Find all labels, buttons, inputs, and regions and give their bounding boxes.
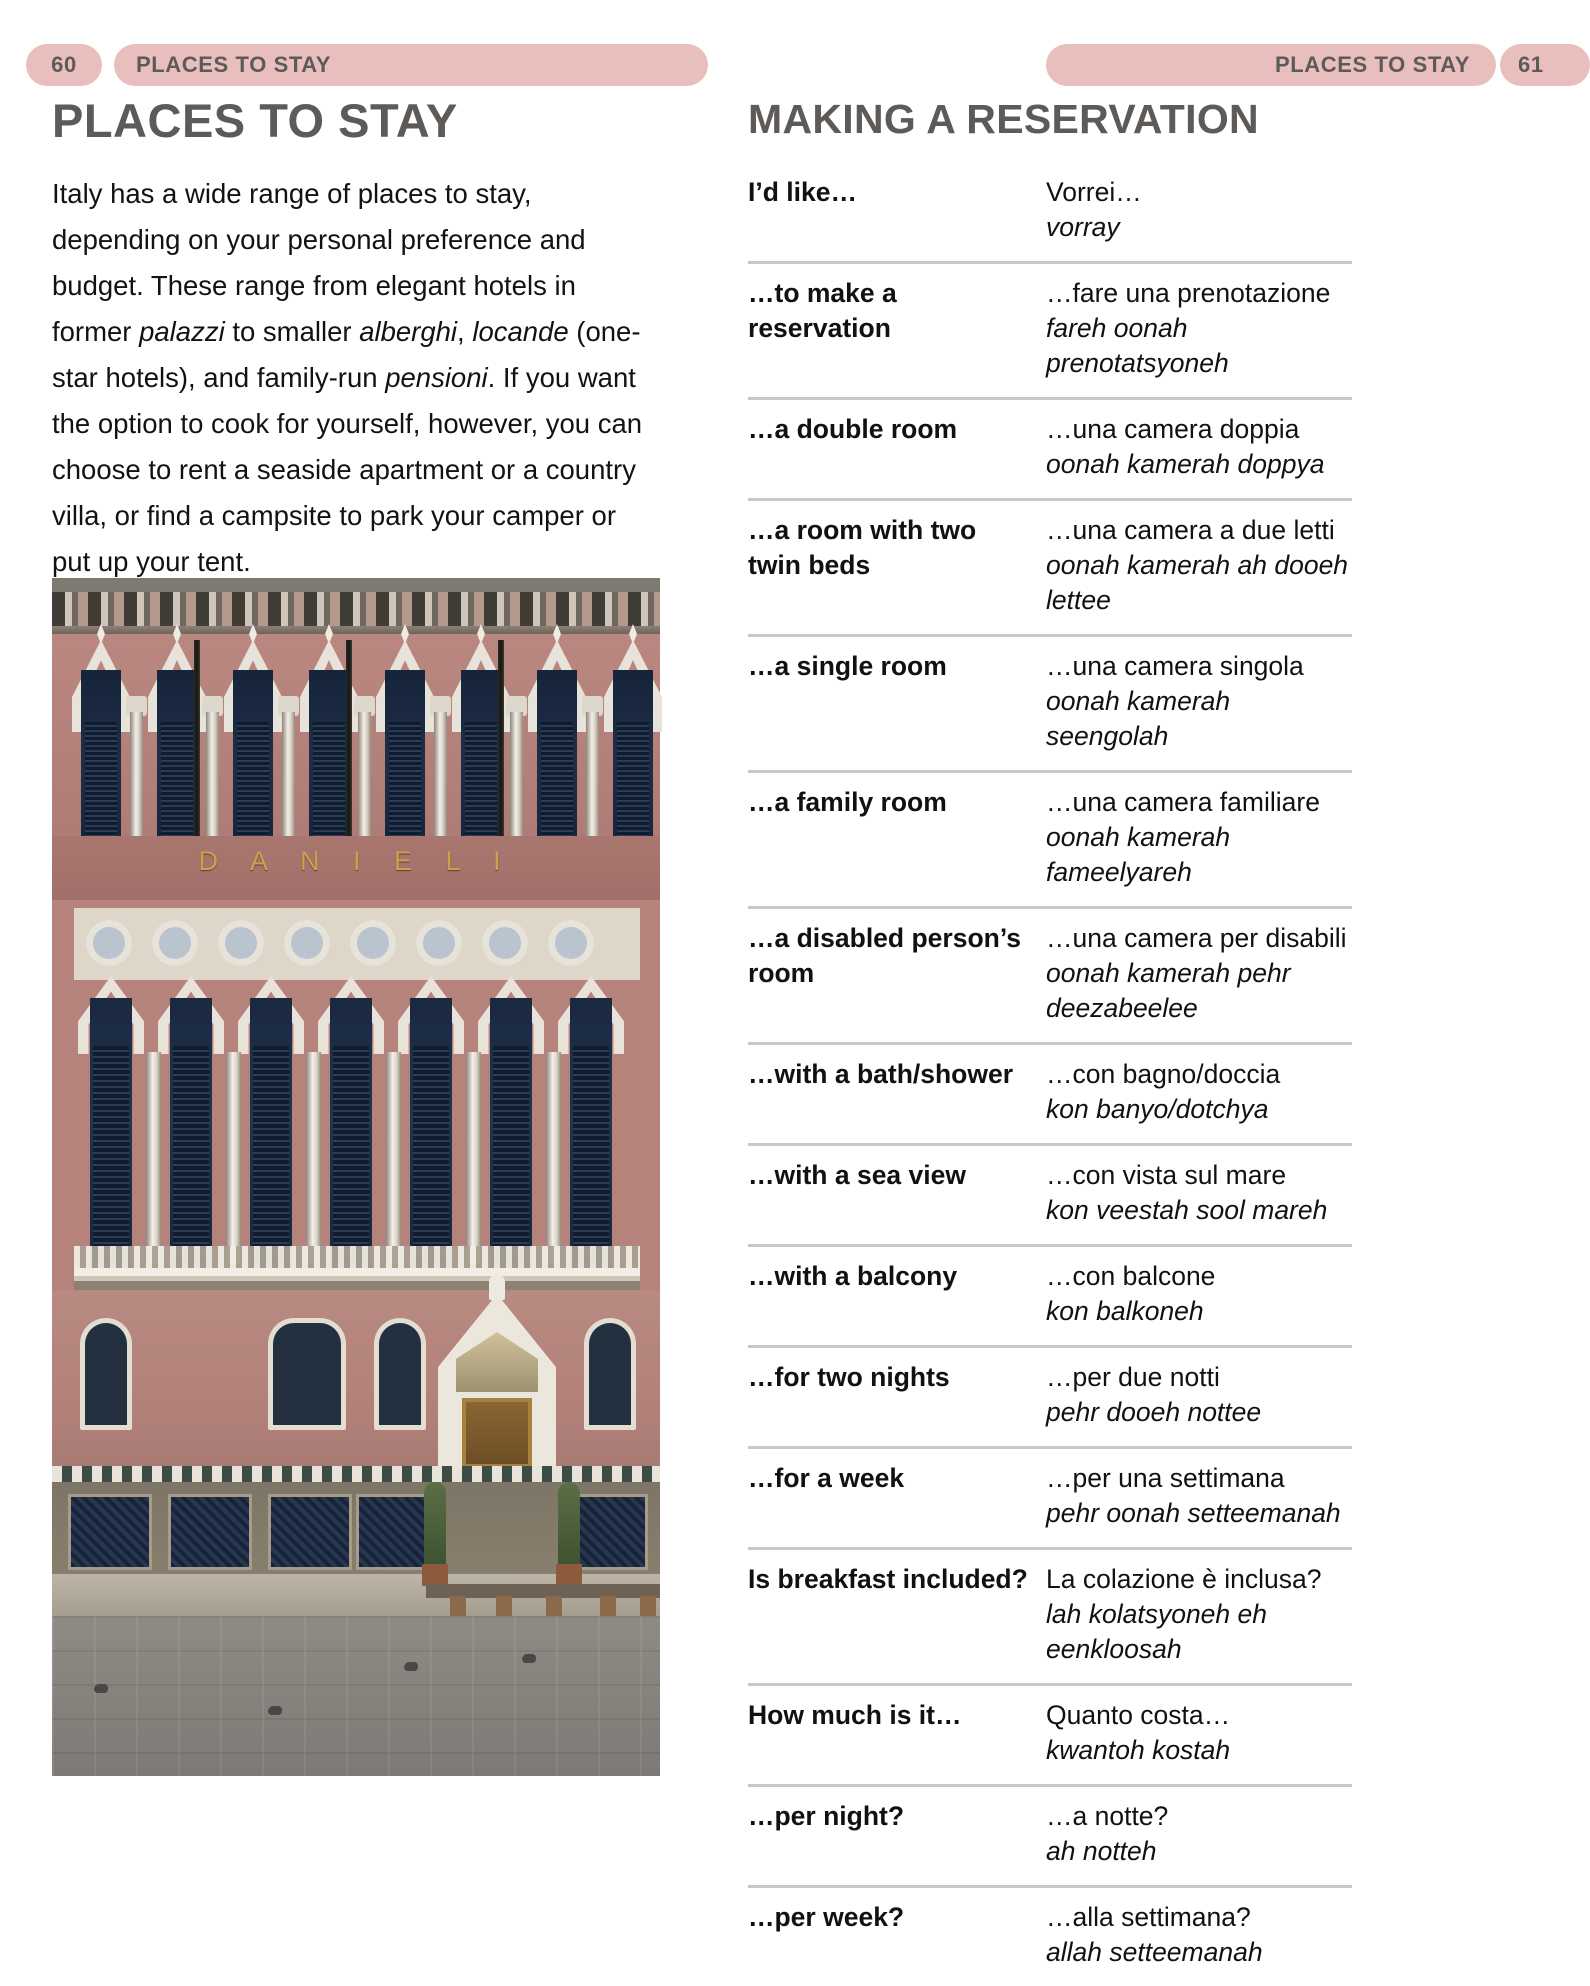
- quatrefoil-band: [74, 908, 640, 980]
- phrase-pronunciation: kwantoh kostah: [1046, 1735, 1231, 1765]
- phrase-italian: Quanto costa… kwantoh kostah: [1046, 1698, 1352, 1768]
- phrase-english: …a family room: [748, 787, 947, 817]
- phrase-italian: …con balcone kon balkoneh: [1046, 1259, 1352, 1329]
- phrase-row: [748, 1446, 1352, 1547]
- phrase-italian: …con bagno/doccia kon banyo/dotchya: [1046, 1057, 1352, 1127]
- phrase-pronunciation: oonah kamerah doppya: [1046, 449, 1325, 479]
- phrase-row: [748, 1244, 1352, 1345]
- piazza-pavement: [52, 1616, 660, 1776]
- phrase-row: [748, 1547, 1352, 1683]
- phrase-english: …a double room: [748, 414, 958, 444]
- phrase-pronunciation: allah setteemanah: [1046, 1937, 1263, 1967]
- phrase-row: [748, 1345, 1352, 1446]
- phrase-english: …to make a reservation: [748, 278, 897, 343]
- phrase-english: …a disabled person’s room: [748, 923, 1021, 988]
- phrase-row: [748, 1784, 1352, 1885]
- right-page-column: [748, 96, 1352, 1986]
- phrase-pronunciation: kon balkoneh: [1046, 1296, 1204, 1326]
- page-title: PLACES TO STAY: [52, 94, 458, 147]
- phrase-italian: …a notte? ah notteh: [1046, 1799, 1352, 1869]
- phrase-pronunciation: oonah kamerah ah dooeh lettee: [1046, 550, 1349, 615]
- phrase-italian: La colazione è inclusa? lah kolatsyoneh eh eenkloosah: [1046, 1562, 1352, 1667]
- phrase-english: …for two nights: [748, 1362, 950, 1392]
- running-head-left: PLACES TO STAY: [114, 44, 708, 86]
- phrase-italian: …alla settimana? allah setteemanah: [1046, 1900, 1352, 1970]
- phrase-pronunciation: oonah kamerah seengolah: [1046, 686, 1231, 751]
- hotel-danieli-photo: [52, 578, 660, 1528]
- phrase-row: [748, 906, 1352, 1042]
- phrase-row: [748, 261, 1352, 397]
- phrase-english: …per week?: [748, 1902, 905, 1932]
- phrase-pronunciation: pehr oonah setteemanah: [1046, 1498, 1341, 1528]
- phrase-pronunciation: kon banyo/dotchya: [1046, 1094, 1269, 1124]
- phrase-pronunciation: kon veestah sool mareh: [1046, 1195, 1328, 1225]
- phrase-italian: …una camera a due letti oonah kamerah ah dooeh lettee: [1046, 513, 1352, 618]
- phrase-english: …a single room: [748, 651, 947, 681]
- phrase-italian: …una camera per disabili oonah kamerah pehr deezabeelee: [1046, 921, 1352, 1026]
- phrase-row: [748, 1042, 1352, 1143]
- phrase-table-title: MAKING A RESERVATION: [748, 96, 1259, 142]
- phrase-italian: …con vista sul mare kon veestah sool mareh: [1046, 1158, 1352, 1228]
- phrase-italian: Vorrei… vorray: [1046, 175, 1352, 245]
- phrase-italian: …una camera singola oonah kamerah seengolah: [1046, 649, 1352, 754]
- running-header: [0, 44, 1565, 86]
- main-entrance-portal: [438, 1294, 556, 1468]
- phrase-italian: …per due notti pehr dooeh nottee: [1046, 1360, 1352, 1430]
- page-number-left: 60: [26, 44, 102, 86]
- phrase-english: …with a bath/shower: [748, 1059, 1014, 1089]
- phrase-english: …with a balcony: [748, 1261, 958, 1291]
- phrase-row: [748, 1143, 1352, 1244]
- phrase-pronunciation: oonah kamerah fameelyareh: [1046, 822, 1231, 887]
- phrase-pronunciation: lah kolatsyoneh eh eenkloosah: [1046, 1599, 1267, 1664]
- phrase-english: …per night?: [748, 1801, 905, 1831]
- phrase-row: [748, 1683, 1352, 1784]
- phrase-italian: …una camera familiare oonah kamerah fameelyareh: [1046, 785, 1352, 890]
- phrase-pronunciation: fareh oonah prenotatsyoneh: [1046, 313, 1229, 378]
- page-number-right: 61: [1500, 44, 1590, 86]
- phrase-italian: …una camera doppia oonah kamerah doppya: [1046, 412, 1352, 482]
- phrase-english: …with a sea view: [748, 1160, 966, 1190]
- phrase-english: …a room with two twin beds: [748, 515, 977, 580]
- phrase-row: [748, 1885, 1352, 1986]
- lower-wall: [52, 1290, 660, 1470]
- danieli-sign: D A N I E L I: [198, 846, 514, 876]
- phrase-english: Is breakfast included?: [748, 1564, 1028, 1594]
- phrase-italian: …fare una prenotazione fareh oonah prenotatsyoneh: [1046, 276, 1352, 381]
- lower-arcade: [74, 976, 640, 1276]
- phrase-pronunciation: pehr dooeh nottee: [1046, 1397, 1262, 1427]
- photo-illustration: [52, 578, 660, 1528]
- phrase-row: [748, 171, 1352, 261]
- phrase-row: [748, 397, 1352, 498]
- phrase-row: [748, 634, 1352, 770]
- phrase-english: How much is it…: [748, 1700, 962, 1730]
- intro-paragraph: Italy has a wide range of places to stay, depending on your personal preference and budget. These range from elegant hotels in former palazzi to smaller alberghi, locande (one-star hotels), and family-run pensioni. If you want the option to cook for yourself, however, you can choose to rent a seaside apartment or a country villa, or find a campsite to park your camper or put up your tent.: [52, 178, 643, 578]
- phrase-pronunciation: oonah kamerah pehr deezabeelee: [1046, 958, 1291, 1023]
- phrase-table: [748, 171, 1352, 1986]
- phrase-english: I’d like…: [748, 177, 857, 207]
- phrase-italian: …per una settimana pehr oonah setteemanah: [1046, 1461, 1352, 1531]
- phrase-english: …for a week: [748, 1463, 905, 1493]
- phrase-row: [748, 770, 1352, 906]
- phrase-pronunciation: vorray: [1046, 212, 1120, 242]
- left-page-column: [52, 96, 664, 585]
- running-head-right: PLACES TO STAY: [1046, 44, 1496, 86]
- phrase-pronunciation: ah notteh: [1046, 1836, 1157, 1866]
- phrase-row: [748, 498, 1352, 634]
